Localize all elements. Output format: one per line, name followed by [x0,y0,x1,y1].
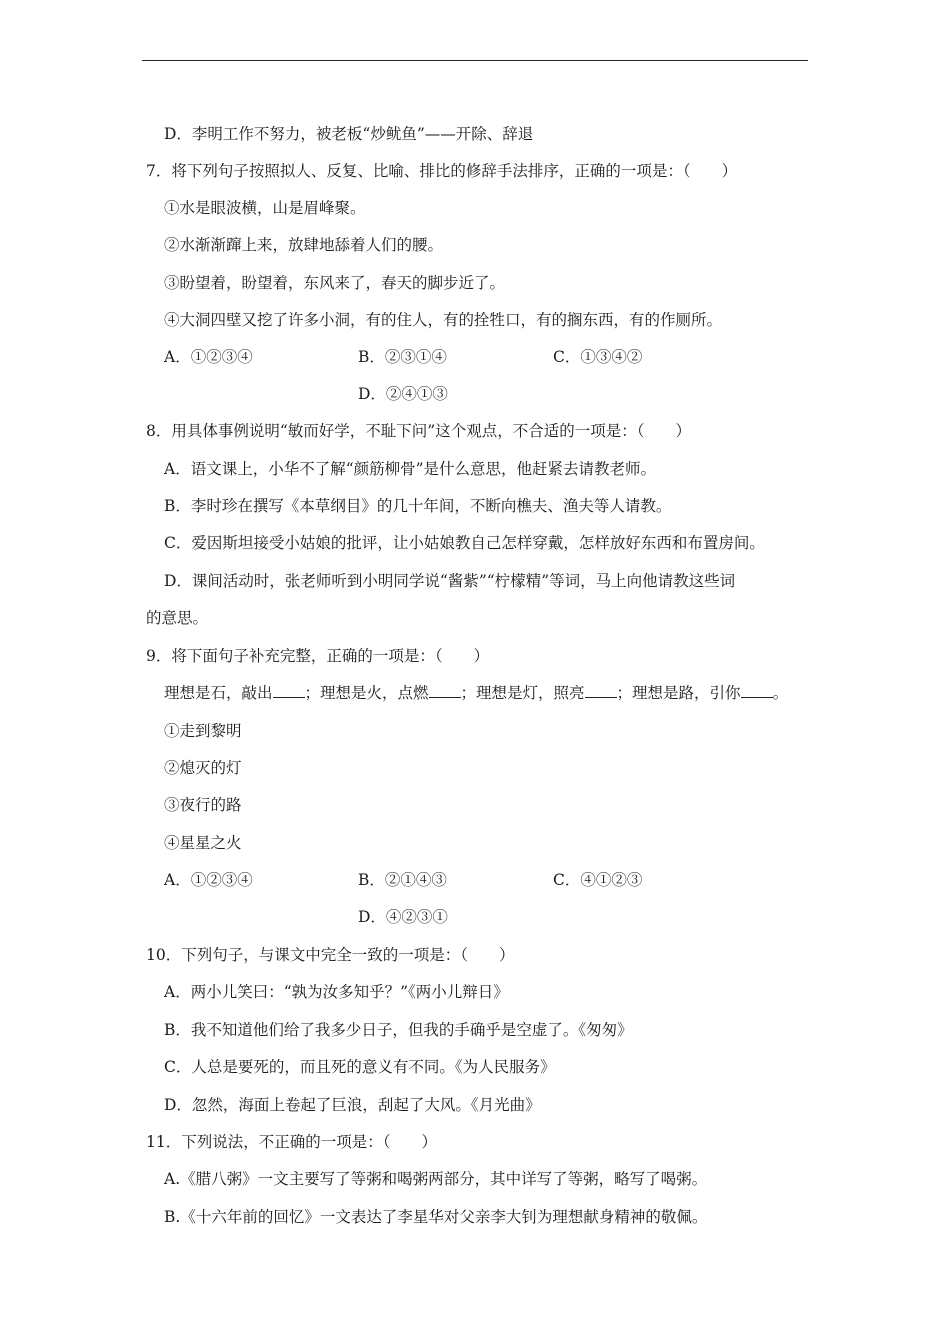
q7-option-d[interactable]: D．②④①③ [358,385,448,403]
q10-option-b[interactable]: B．我不知道他们给了我多少日子，但我的手确乎是空虚了。《匆匆》 [164,1021,633,1039]
q9-sentence-part-4: ；理想是路，引你 [616,684,741,702]
header-rule [142,60,808,61]
q11-option-a[interactable]: A.《腊八粥》一文主要写了等粥和喝粥两部分，其中详写了等粥，略写了喝粥。 [164,1170,708,1188]
q9-sentence-part-5: 。 [772,684,789,702]
q8-option-c[interactable]: C．爱因斯坦接受小姑娘的批评，让小姑娘教自己怎样穿戴，怎样放好东西和布置房间。 [164,534,765,552]
q9-item-4: ④星星之火 [164,834,242,852]
q8-stem: 8．用具体事例说明“敏而好学，不耻下问”这个观点，不合适的一项是：（ ） [146,422,691,440]
q8-option-d[interactable]: D．课间活动时，张老师听到小明同学说“酱紫”“柠檬精”等词，马上向他请教这些词 [164,572,736,590]
blank-3 [585,683,617,698]
q7-option-b[interactable]: B．②③①④ [358,348,447,366]
q9-option-d[interactable]: D．④②③① [358,908,448,926]
q10-option-c[interactable]: C．人总是要死的，而且死的意义有不同。《为人民服务》 [164,1058,556,1076]
q9-option-b[interactable]: B．②①④③ [358,871,447,889]
q8-option-a[interactable]: A．语文课上，小华不了解“颜筋柳骨”是什么意思，他赶紧去请教老师。 [164,460,657,478]
q8-option-d-cont: 的意思。 [146,609,209,627]
q7-stem: 7．将下列句子按照拟人、反复、比喻、排比的修辞手法排序，正确的一项是：（ ） [146,162,738,180]
q9-sentence-part-2: ；理想是火，点燃 [304,684,429,702]
q7-item-2: ②水渐渐蹿上来，放肆地舔着人们的腰。 [164,236,444,254]
q7-item-4: ④大洞四壁又挖了许多小洞，有的住人，有的拴牲口，有的搁东西，有的作厕所。 [164,311,723,329]
q7-item-3: ③盼望着，盼望着，东风来了，春天的脚步近了。 [164,274,506,292]
q9-sentence-part-3: ；理想是灯，照亮 [460,684,585,702]
q11-option-b[interactable]: B.《十六年前的回忆》一文表达了李星华对父亲李大钊为理想献身精神的敬佩。 [164,1208,708,1226]
q9-stem: 9．将下面句子补充完整，正确的一项是：（ ） [146,647,490,665]
q11-stem: 11．下列说法，不正确的一项是：（ ） [146,1133,437,1151]
q9-item-3: ③夜行的路 [164,796,242,814]
q10-option-a[interactable]: A．两小儿笑曰：“孰为汝多知乎？”《两小儿辩日》 [164,983,509,1001]
q9-item-1: ①走到黎明 [164,722,242,740]
q8-option-b[interactable]: B．李时珍在撰写《本草纲目》的几十年间，不断向樵夫、渔夫等人请教。 [164,497,672,515]
blank-4 [741,683,773,698]
blank-1 [273,683,305,698]
q7-option-c[interactable]: C．①③④② [553,348,643,366]
q9-item-2: ②熄灭的灯 [164,759,242,777]
q10-option-d[interactable]: D．忽然，海面上卷起了巨浪，刮起了大风。《月光曲》 [164,1096,541,1114]
q10-stem: 10．下列句子，与课文中完全一致的一项是：（ ） [146,946,515,964]
blank-2 [429,683,461,698]
q9-sentence-part-1: 理想是石，敲出 [164,684,273,702]
q7-item-1: ①水是眼波横，山是眉峰聚。 [164,199,366,217]
q7-option-a[interactable]: A．①②③④ [164,348,253,366]
q9-option-a[interactable]: A．①②③④ [164,871,253,889]
q9-option-c[interactable]: C．④①②③ [553,871,643,889]
q6-option-d: D．李明工作不努力，被老板“炒鱿鱼”——开除、辞退 [164,125,534,143]
q9-sentence [164,683,788,703]
